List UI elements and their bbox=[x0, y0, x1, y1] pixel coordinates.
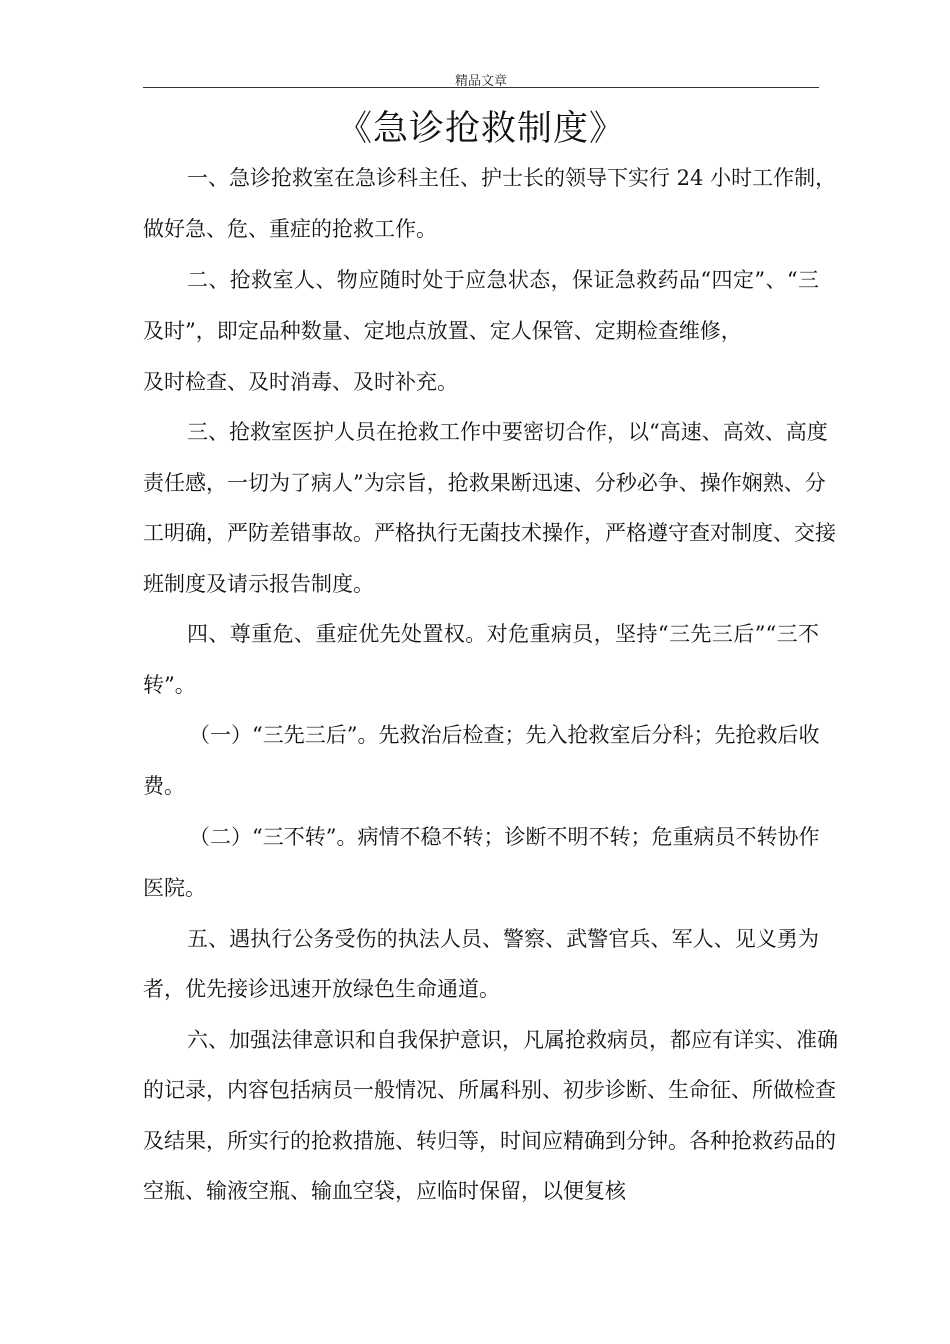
page-header: 精品文章 bbox=[454, 74, 507, 89]
text-line: 六、加强法律意识和自我保护意识，凡属抢救病员，都应有详实、准确 bbox=[187, 1028, 838, 1052]
text-line: 三、抢救室医护人员在抢救工作中要密切合作，以“高速、高效、高度 bbox=[187, 420, 828, 444]
text-line: 做好急、危、重症的抢救工作。 bbox=[143, 217, 437, 241]
document-title: 《急诊抢救制度》 bbox=[336, 109, 625, 149]
text-line: 医院。 bbox=[143, 876, 206, 900]
text-line: （二）“三不转”。病情不稳不转；诊断不明不转；危重病员不转协作 bbox=[189, 825, 820, 849]
text-line: 空瓶、输液空瓶、输血空袋，应临时保留，以便复核 bbox=[143, 1179, 626, 1203]
text-line: 五、遇执行公务受伤的执法人员、警察、武警官兵、军人、见义勇为 bbox=[187, 927, 819, 951]
text-line: 工明确，严防差错事故。严格执行无菌技术操作，严格遵守查对制度、交接 bbox=[143, 521, 836, 545]
text-line: 责任感，一切为了病人”为宗旨，抢救果断迅速、分秒必争、操作娴熟、分 bbox=[143, 471, 826, 495]
text-line: 者，优先接诊迅速开放绿色生命通道。 bbox=[143, 977, 500, 1001]
text-line: 及时”，即定品种数量、定地点放置、定人保管、定期检查维修， bbox=[143, 319, 742, 343]
text-line: 及结果，所实行的抢救措施、转归等，时间应精确到分钟。各种抢救药品的 bbox=[143, 1129, 836, 1153]
text-line: 及时检查、及时消毒、及时补充。 bbox=[143, 370, 458, 394]
text-line: 转”。 bbox=[143, 673, 196, 697]
text-line: 四、尊重危、重症优先处置权。对危重病员，坚持“三先三后”“三不 bbox=[187, 622, 819, 646]
text-line: 班制度及请示报告制度。 bbox=[143, 572, 374, 596]
text-line: 一、急诊抢救室在急诊科主任、护士长的领导下实行 24 小时工作制， bbox=[187, 166, 837, 190]
header-divider bbox=[143, 87, 819, 88]
text-line: 费。 bbox=[143, 774, 185, 798]
text-line: 的记录，内容包括病员一般情况、所属科别、初步诊断、生命征、所做检查 bbox=[143, 1078, 836, 1102]
text-line: （一）“三先三后”。先救治后检查；先入抢救室后分科；先抢救后收 bbox=[189, 723, 820, 747]
text-line: 二、抢救室人、物应随时处于应急状态，保证急救药品“四定”、“三 bbox=[187, 268, 819, 292]
